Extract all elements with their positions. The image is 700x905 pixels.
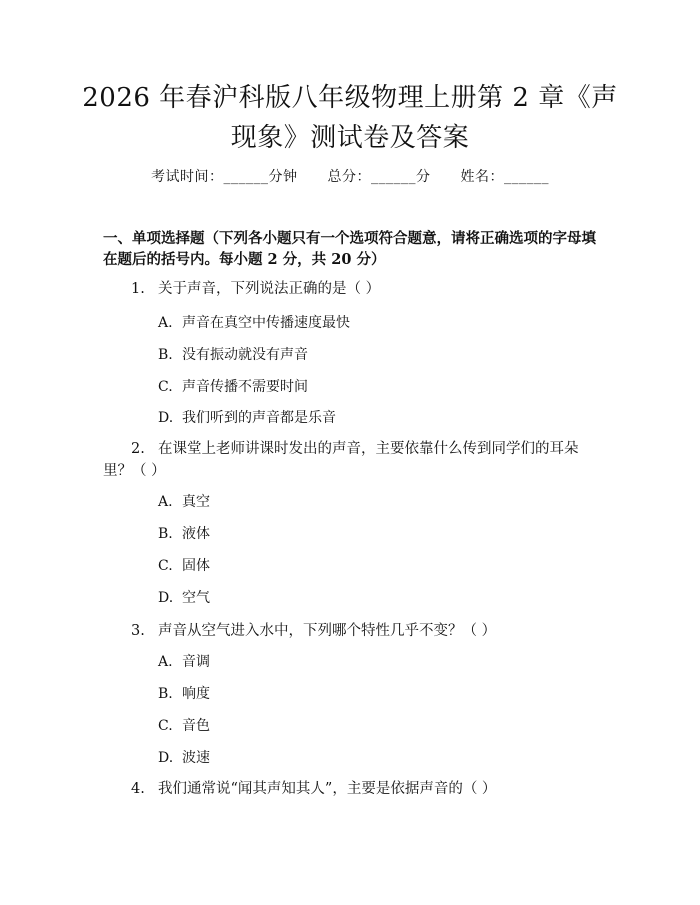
question-2-option-d: D. 空气	[158, 590, 210, 606]
question-1-option-a: A. 声音在真空中传播速度最快	[158, 315, 350, 331]
question-text: 关于声音，下列说法正确的是（ ）	[158, 281, 381, 297]
question-3-option-d: D. 波速	[158, 750, 210, 766]
question-3-option-b: B. 响度	[158, 686, 210, 702]
question-number: 3.	[131, 623, 145, 639]
title-line-1: 2026 年春沪科版八年级物理上册第 2 章《声	[82, 83, 618, 113]
title-line-2: 现象》测试卷及答案	[230, 123, 470, 153]
exam-total-score: 总分：______分	[327, 169, 431, 185]
exam-info	[0, 166, 700, 186]
question-2-option-a: A. 真空	[158, 494, 210, 510]
question-3-option-c: C. 音色	[158, 718, 210, 734]
question-3-option-a: A. 音调	[158, 654, 210, 670]
question-text: 我们通常说“闻其声知其人”，主要是依据声音的（ ）	[158, 781, 497, 797]
question-2-option-b: B. 液体	[158, 526, 210, 542]
question-number: 4.	[131, 781, 145, 797]
question-1-option-d: D. 我们听到的声音都是乐音	[158, 410, 336, 426]
question-number: 1.	[131, 281, 145, 297]
student-name-field: 姓名：______	[460, 169, 549, 185]
question-1-option-c: C. 声音传播不需要时间	[158, 379, 308, 395]
question-1-option-b: B. 没有振动就没有声音	[158, 347, 308, 363]
question-2	[103, 438, 603, 482]
exam-time: 考试时间：______分钟	[151, 169, 298, 185]
question-text: 在课堂上老师讲课时发出的声音，主要依靠什么传到同学们的耳朵里？（ ）	[103, 441, 579, 479]
document-title	[70, 78, 630, 158]
question-number: 2.	[131, 441, 145, 457]
question-2-option-c: C. 固体	[158, 558, 210, 574]
question-text: 声音从空气进入水中，下列哪个特性几乎不变？（ ）	[158, 623, 497, 639]
section-1-heading: 一、单项选择题（下列各小题只有一个选项符合题意，请将正确选项的字母填在题后的括号内。每小题 2 分，共 20 分）	[103, 230, 596, 268]
